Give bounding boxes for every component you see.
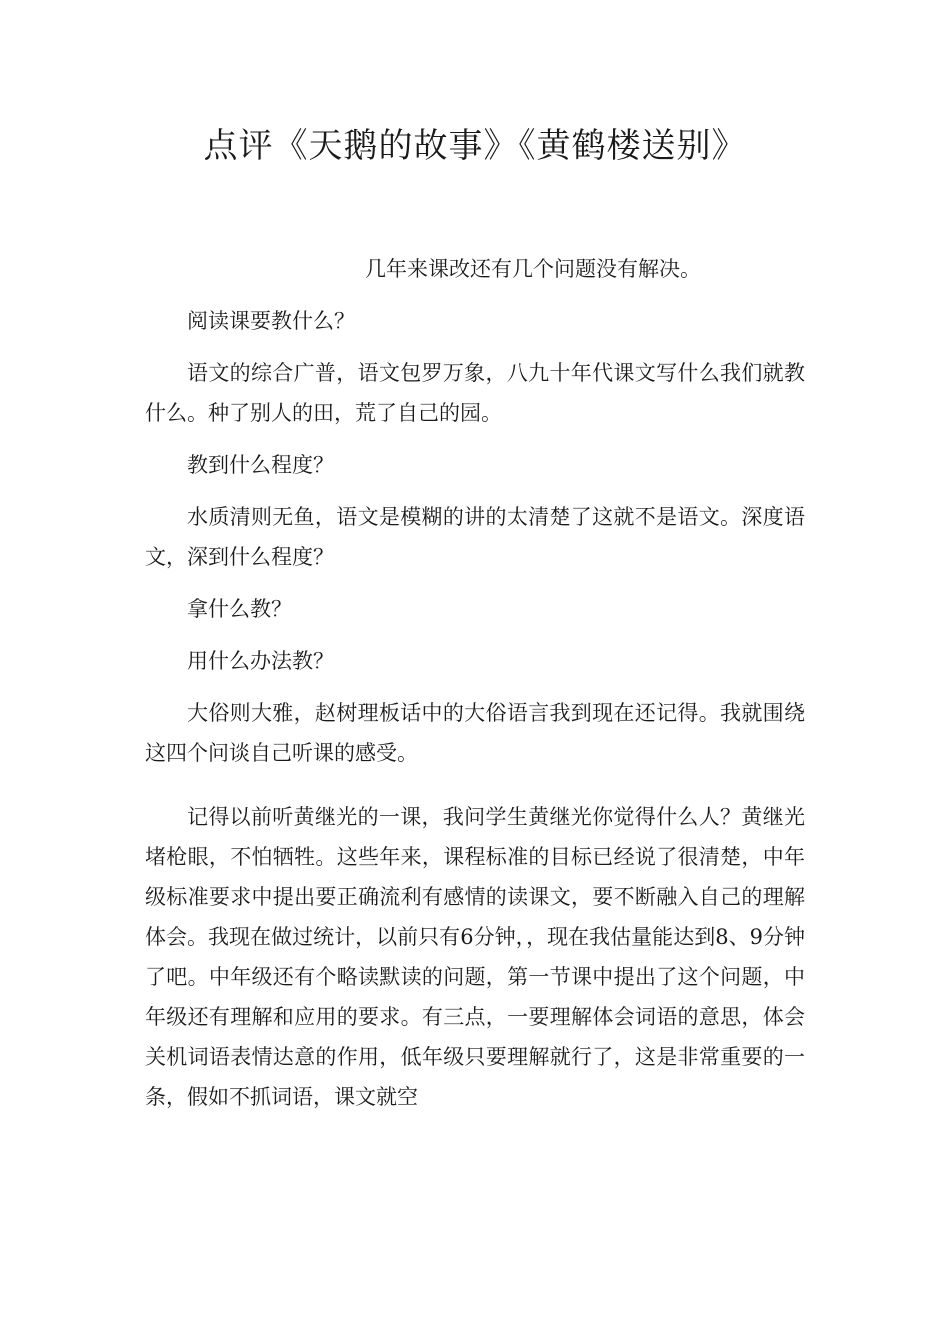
page-title: 点评《天鹅的故事》《黄鹤楼送别》	[203, 126, 747, 166]
paragraph: 大俗则大雅，赵树理板话中的大俗语言我到现在还记得。我就围绕这四个问谈自己听课的感受。	[145, 701, 805, 765]
paragraph: 水质清则无鱼，语文是模糊的讲的太清楚了这就不是语文。深度语文，深到什么程度？	[145, 505, 805, 569]
paragraph: 几年来课改还有几个问题没有解决。	[365, 257, 701, 281]
paragraph: 记得以前听黄继光的一课，我问学生黄继光你觉得什么人？黄继光堵枪眼，不怕牺牲。这些年来，课程标准的目标已经说了很清楚，中年级标准要求中提出要正确流利有感情的读课文，要不断融入自己的理解体会。我现在做过统计，以前只有6分钟，，现在我估量能达到8、9分钟了吧。中年级还有个略读默读的问题，第一节课中提出了这个问题，中年级还有理解和应用的要求。有三点，一要理解体会词语的意思，体会关机词语表情达意的作用，低年级只要理解就行了，这是非常重要的一条，假如不抓词语，课文就空	[145, 805, 805, 1109]
paragraph: 拿什么教？	[187, 597, 292, 621]
paragraph: 教到什么程度？	[187, 453, 334, 477]
paragraph: 语文的综合广普，语文包罗万象，八九十年代课文写什么我们就教什么。种了别人的田，荒了自己的园。	[145, 361, 805, 425]
document-body	[145, 249, 805, 1129]
paragraph: 阅读课要教什么？	[187, 309, 355, 333]
paragraph: 用什么办法教？	[187, 649, 334, 673]
